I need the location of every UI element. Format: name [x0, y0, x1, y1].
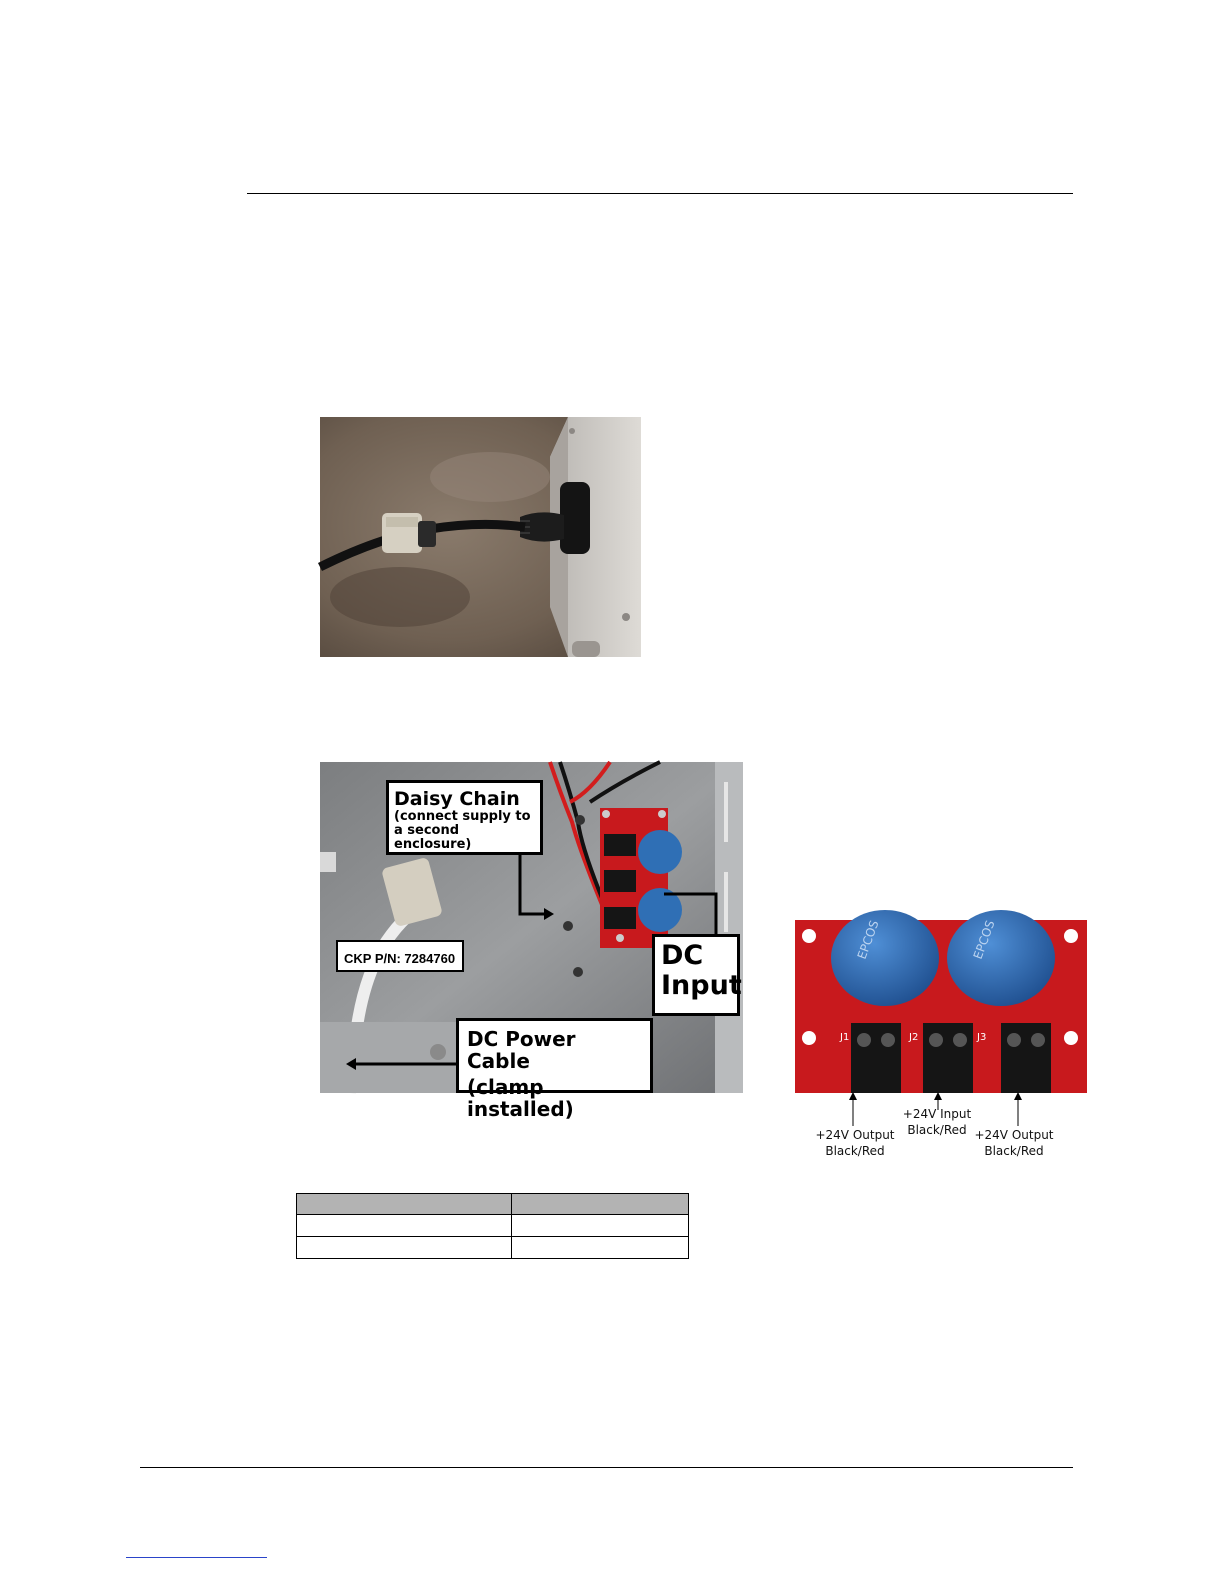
dc-input-line-2: Input: [661, 969, 742, 1001]
ckp-part-number-text: CKP P/N: 7284760: [344, 951, 456, 966]
dc-power-cable-line-1: DC Power Cable: [467, 1027, 576, 1073]
filter-board-photo: [795, 908, 1087, 1093]
daisy-chain-title: Daisy Chain: [394, 788, 520, 810]
input-center-line-1: +24V Input: [902, 1107, 972, 1121]
silk-j3: J3: [977, 1032, 987, 1043]
footer-rule: [140, 1467, 1073, 1468]
table-cell: [512, 1237, 689, 1259]
daisy-chain-subtitle-2: a second enclosure): [394, 823, 472, 853]
output-left-line-2: Black/Red: [825, 1144, 885, 1158]
enclosure-interior-photo: [320, 762, 743, 1121]
spec-table-header-cell: [297, 1194, 512, 1215]
table-cell: [297, 1237, 512, 1259]
daisy-chain-subtitle-1: (connect supply to: [394, 808, 531, 824]
spec-table: [296, 1193, 689, 1259]
capacitor-brand-left: EPCOS: [854, 918, 882, 962]
dc-input-line-1: DC: [661, 940, 704, 971]
output-label-right: [969, 1127, 1059, 1159]
dc-power-cable-line-2: (clamp installed): [467, 1075, 574, 1121]
silk-j1: J1: [840, 1032, 850, 1043]
spec-table-header-cell: [512, 1194, 689, 1215]
capacitor-brand-right: EPCOS: [970, 918, 998, 962]
footer-link[interactable]: [126, 1557, 267, 1558]
input-center-line-2: Black/Red: [907, 1123, 967, 1137]
dc-input-callout: [652, 934, 740, 1016]
table-cell: [297, 1215, 512, 1237]
output-label-left: [810, 1127, 900, 1159]
spec-table-header-row: [297, 1194, 689, 1215]
table-row: [297, 1215, 689, 1237]
table-cell: [512, 1215, 689, 1237]
ckp-part-number-label: [336, 940, 464, 972]
dc-power-cable-callout: [456, 1018, 653, 1121]
power-cord-photo: [320, 417, 641, 657]
output-right-line-1: +24V Output: [974, 1128, 1054, 1142]
silk-j2: J2: [909, 1032, 919, 1043]
daisy-chain-callout: [386, 780, 543, 855]
header-rule: [247, 193, 1073, 194]
output-right-line-2: Black/Red: [984, 1144, 1044, 1158]
input-label-center: [896, 1106, 978, 1138]
table-row: [297, 1237, 689, 1259]
output-left-line-1: +24V Output: [815, 1128, 895, 1142]
